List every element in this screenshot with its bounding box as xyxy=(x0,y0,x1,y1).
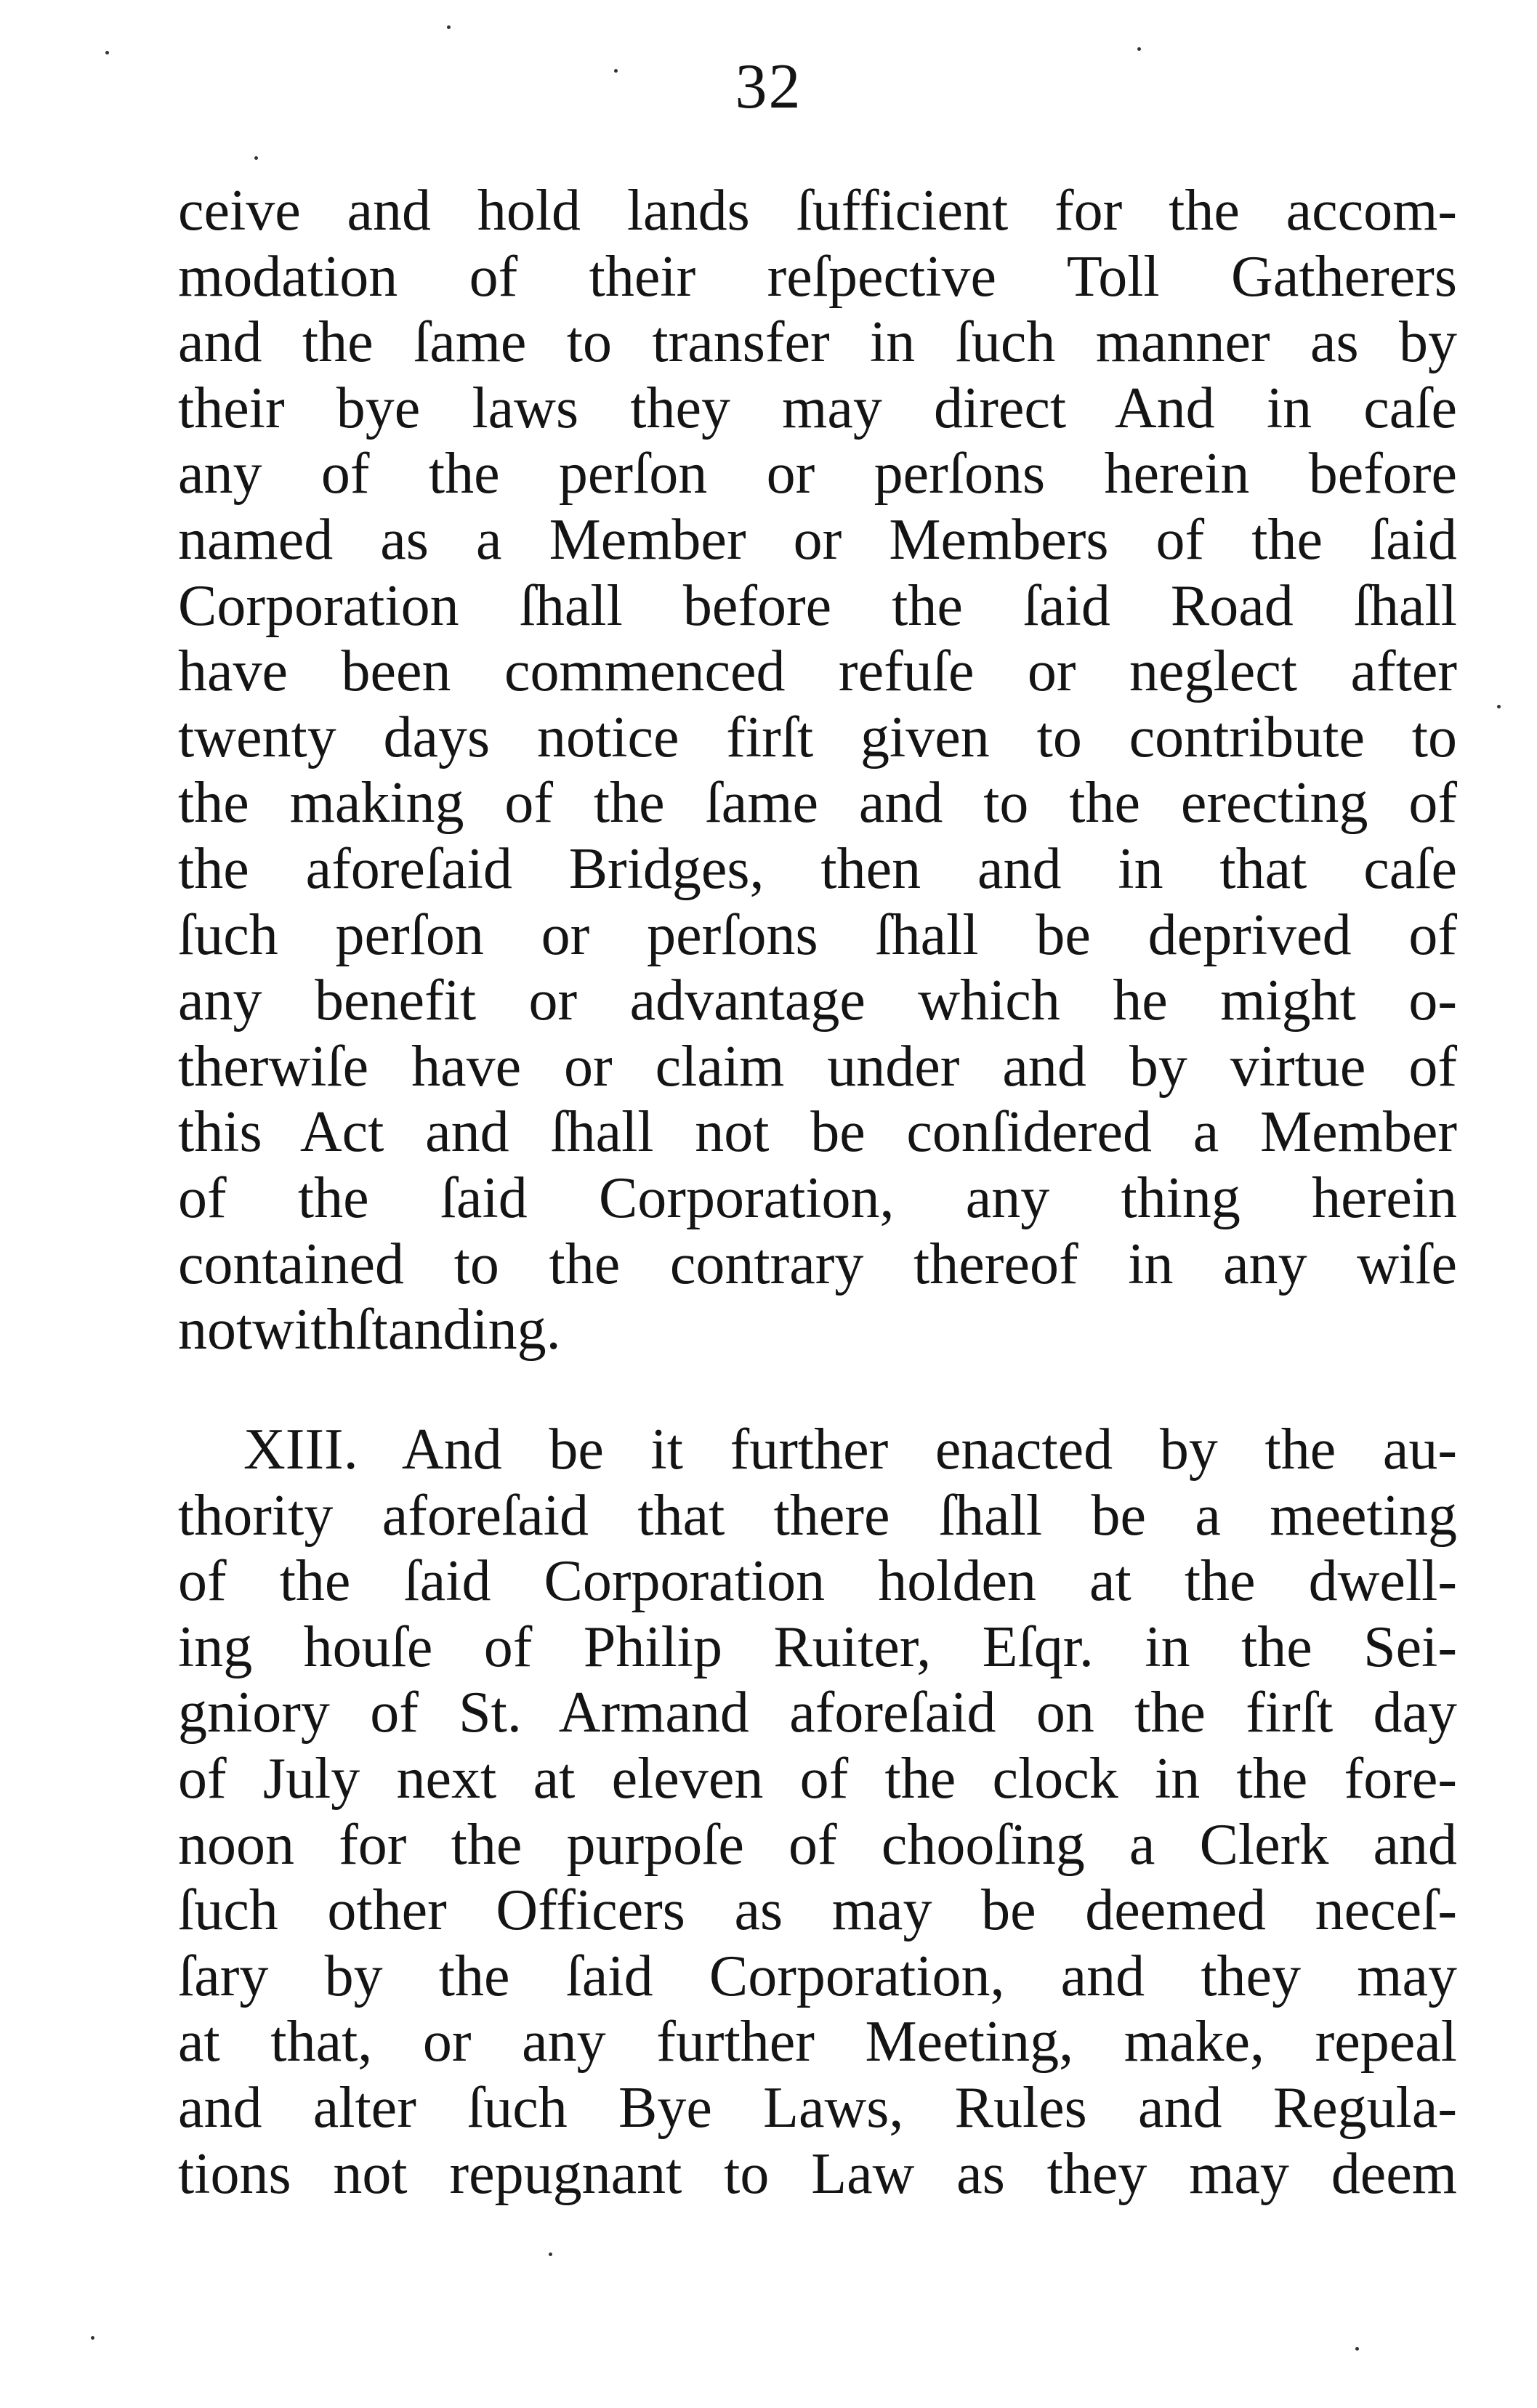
text-line: notwithſtanding. xyxy=(178,1298,561,1362)
text-line: ceive and hold lands ſufficient for the accom- xyxy=(178,179,1457,243)
text-line: of July next at eleven of the clock in the fore- xyxy=(178,1746,1457,1811)
text-line: contained to the contrary thereof in any wiſe xyxy=(178,1232,1457,1296)
ink-speck xyxy=(1497,705,1501,708)
text-line: and the ſame to transfer in ſuch manner as by xyxy=(178,310,1457,375)
text-line: of the ſaid Corporation, any thing herein xyxy=(178,1165,1457,1230)
text-line: XIII. And be it further enacted by the au- xyxy=(243,1418,1457,1482)
text-line: this Act and ſhall not be conſidered a Member xyxy=(178,1100,1457,1165)
text-line: any benefit or advantage which he might o- xyxy=(178,969,1457,1033)
text-line: their bye laws they may direct And in caſe xyxy=(178,376,1457,440)
text-line: thority aforeſaid that there ſhall be a meeting xyxy=(178,1483,1457,1548)
text-line: therwiſe have or claim under and by virtue of xyxy=(178,1034,1457,1099)
text-line: the making of the ſame and to the erecting of xyxy=(178,771,1457,836)
ink-speck xyxy=(91,2336,94,2340)
ink-speck xyxy=(254,156,258,160)
ink-speck xyxy=(1137,47,1141,51)
text-line: twenty days notice firſt given to contribute to xyxy=(178,705,1457,769)
ink-speck xyxy=(549,2253,552,2256)
text-line: gniory of St. Armand aforeſaid on the firſt day xyxy=(178,1681,1457,1745)
text-line: any of the perſon or perſons herein before xyxy=(178,442,1457,506)
text-line: tions not repugnant to Law as they may deem xyxy=(178,2141,1457,2206)
page-number: 32 xyxy=(735,52,802,122)
text-line: of the ſaid Corporation holden at the dwell- xyxy=(178,1549,1457,1614)
text-line: ſuch perſon or perſons ſhall be deprived of xyxy=(178,902,1457,967)
paragraph-1 xyxy=(178,178,1457,1363)
text-line: have been commenced refuſe or neglect after xyxy=(178,639,1457,704)
text-line: the aforeſaid Bridges, then and in that caſe xyxy=(178,836,1457,901)
text-line: noon for the purpoſe of chooſing a Clerk and xyxy=(178,1812,1457,1877)
paragraph-2 xyxy=(178,1417,1457,2207)
text-line: Corporation ſhall before the ſaid Road ſhall xyxy=(178,573,1457,638)
text-line: ing houſe of Philip Ruiter, Eſqr. in the Sei- xyxy=(178,1615,1457,1679)
text-line: named as a Member or Members of the ſaid xyxy=(178,507,1457,572)
ink-speck xyxy=(614,69,618,73)
text-line: and alter ſuch Bye Laws, Rules and Regula- xyxy=(178,2075,1457,2140)
ink-speck xyxy=(1355,2347,1359,2351)
text-line: ſuch other Officers as may be deemed neceſ- xyxy=(178,1878,1457,1943)
text-line: at that, or any further Meeting, make, repeal xyxy=(178,2010,1457,2074)
text-line: modation of their reſpective Toll Gatherers xyxy=(178,244,1457,309)
text-line: ſary by the ſaid Corporation, and they may xyxy=(178,1944,1457,2008)
ink-speck xyxy=(105,51,109,54)
ink-speck xyxy=(447,25,451,29)
